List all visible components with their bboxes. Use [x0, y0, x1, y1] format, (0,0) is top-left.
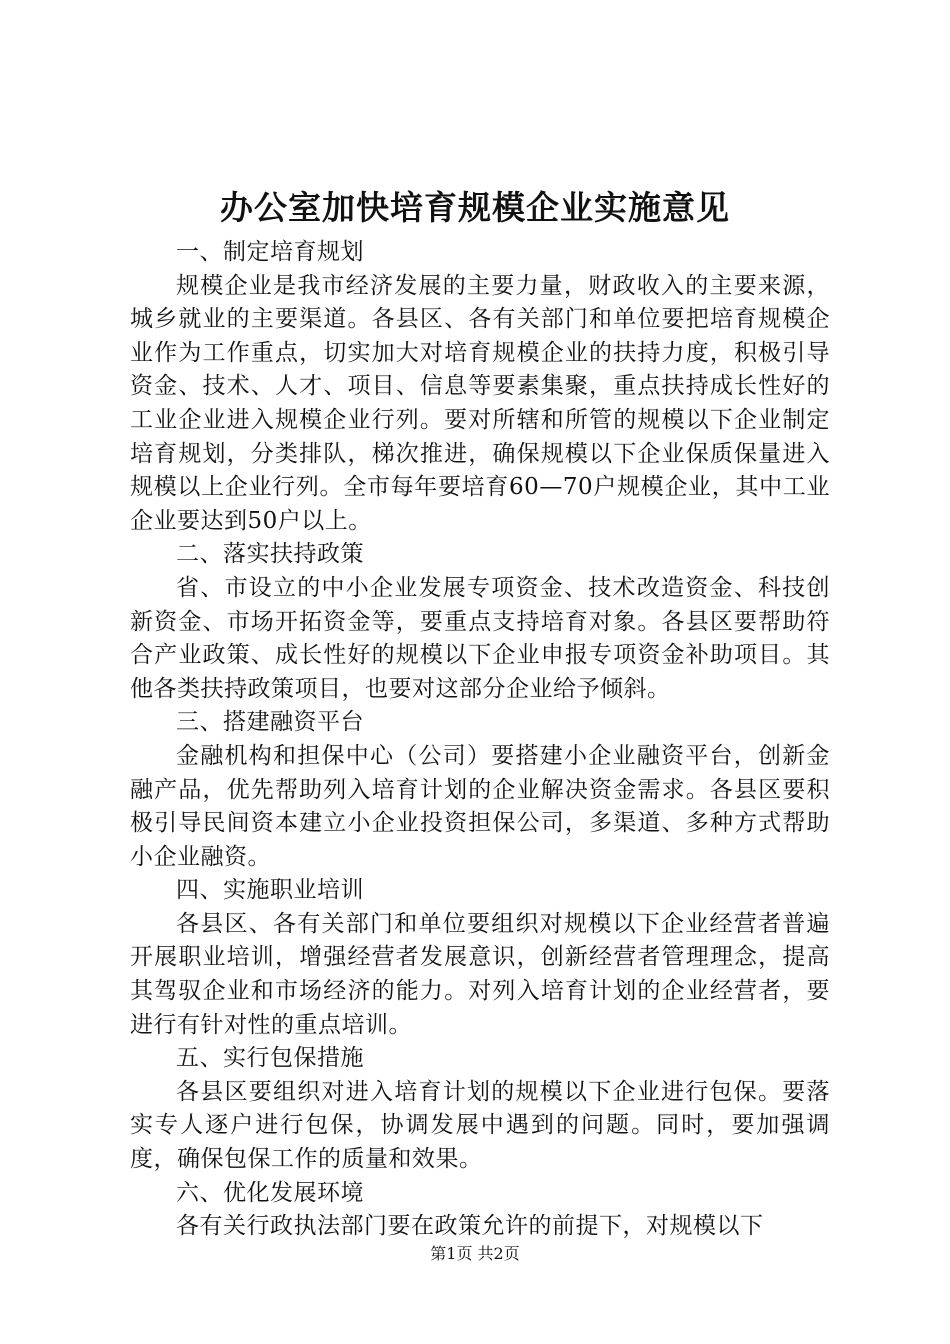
section-heading: 五、实行包保措施	[176, 1045, 364, 1072]
section-paragraph: 各县区、各有关部门和单位要组织对规模以下企业经营者普遍开展职业培训，增强经营者发展意识，创新经营者管理理念，提高其驾驭企业和市场经济的能力。对列入培育计划的企业经营者，要进行有针对性的重点培训。	[130, 910, 830, 1038]
section-heading: 四、实施职业培训	[176, 877, 364, 904]
section-heading: 二、落实扶持政策	[176, 541, 364, 568]
section-paragraph: 规模企业是我市经济发展的主要力量，财政收入的主要来源，城乡就业的主要渠道。各县区、各有关部门和单位要把培育规模企业作为工作重点，切实加大对培育规模企业的扶持力度，积极引导资金、技术、人才、项目、信息等要素集聚，重点扶持成长性好的工业企业进入规模企业行列。要对所辖和所管的规模以下企业制定培育规划，分类排队，梯次推进，确保规模以下企业保质保量进入规模以上企业行列。全市每年要培育60—70户规模企业，其中工业企业要达到50户以上。	[130, 272, 830, 534]
document-body	[130, 236, 830, 1244]
section-paragraph: 各有关行政执法部门要在政策允许的前提下，对规模以下	[176, 1213, 764, 1240]
section-paragraph: 金融机构和担保中心（公司）要搭建小企业融资平台，创新金融产品，优先帮助列入培育计划的企业解决资金需求。各县区要积极引导民间资本建立小企业投资担保公司，多渠道、多种方式帮助小企业融资。	[130, 742, 830, 870]
section-heading: 一、制定培育规划	[176, 239, 364, 265]
section-paragraph: 各县区要组织对进入培育计划的规模以下企业进行包保。要落实专人逐户进行包保，协调发展中遇到的问题。同时，要加强调度，确保包保工作的质量和效果。	[130, 1078, 830, 1173]
section-heading: 三、搭建融资平台	[176, 709, 364, 736]
page-number-footer: 第1页 共2页	[430, 1244, 520, 1263]
section-heading: 六、优化发展环境	[176, 1179, 364, 1206]
page-title: 办公室加快培育规模企业实施意见	[220, 188, 730, 227]
section-paragraph: 省、市设立的中小企业发展专项资金、技术改造资金、科技创新资金、市场开拓资金等，要重点支持培育对象。各县区要帮助符合产业政策、成长性好的规模以下企业申报专项资金补助项目。其他各类扶持政策项目，也要对这部分企业给予倾斜。	[130, 574, 830, 702]
